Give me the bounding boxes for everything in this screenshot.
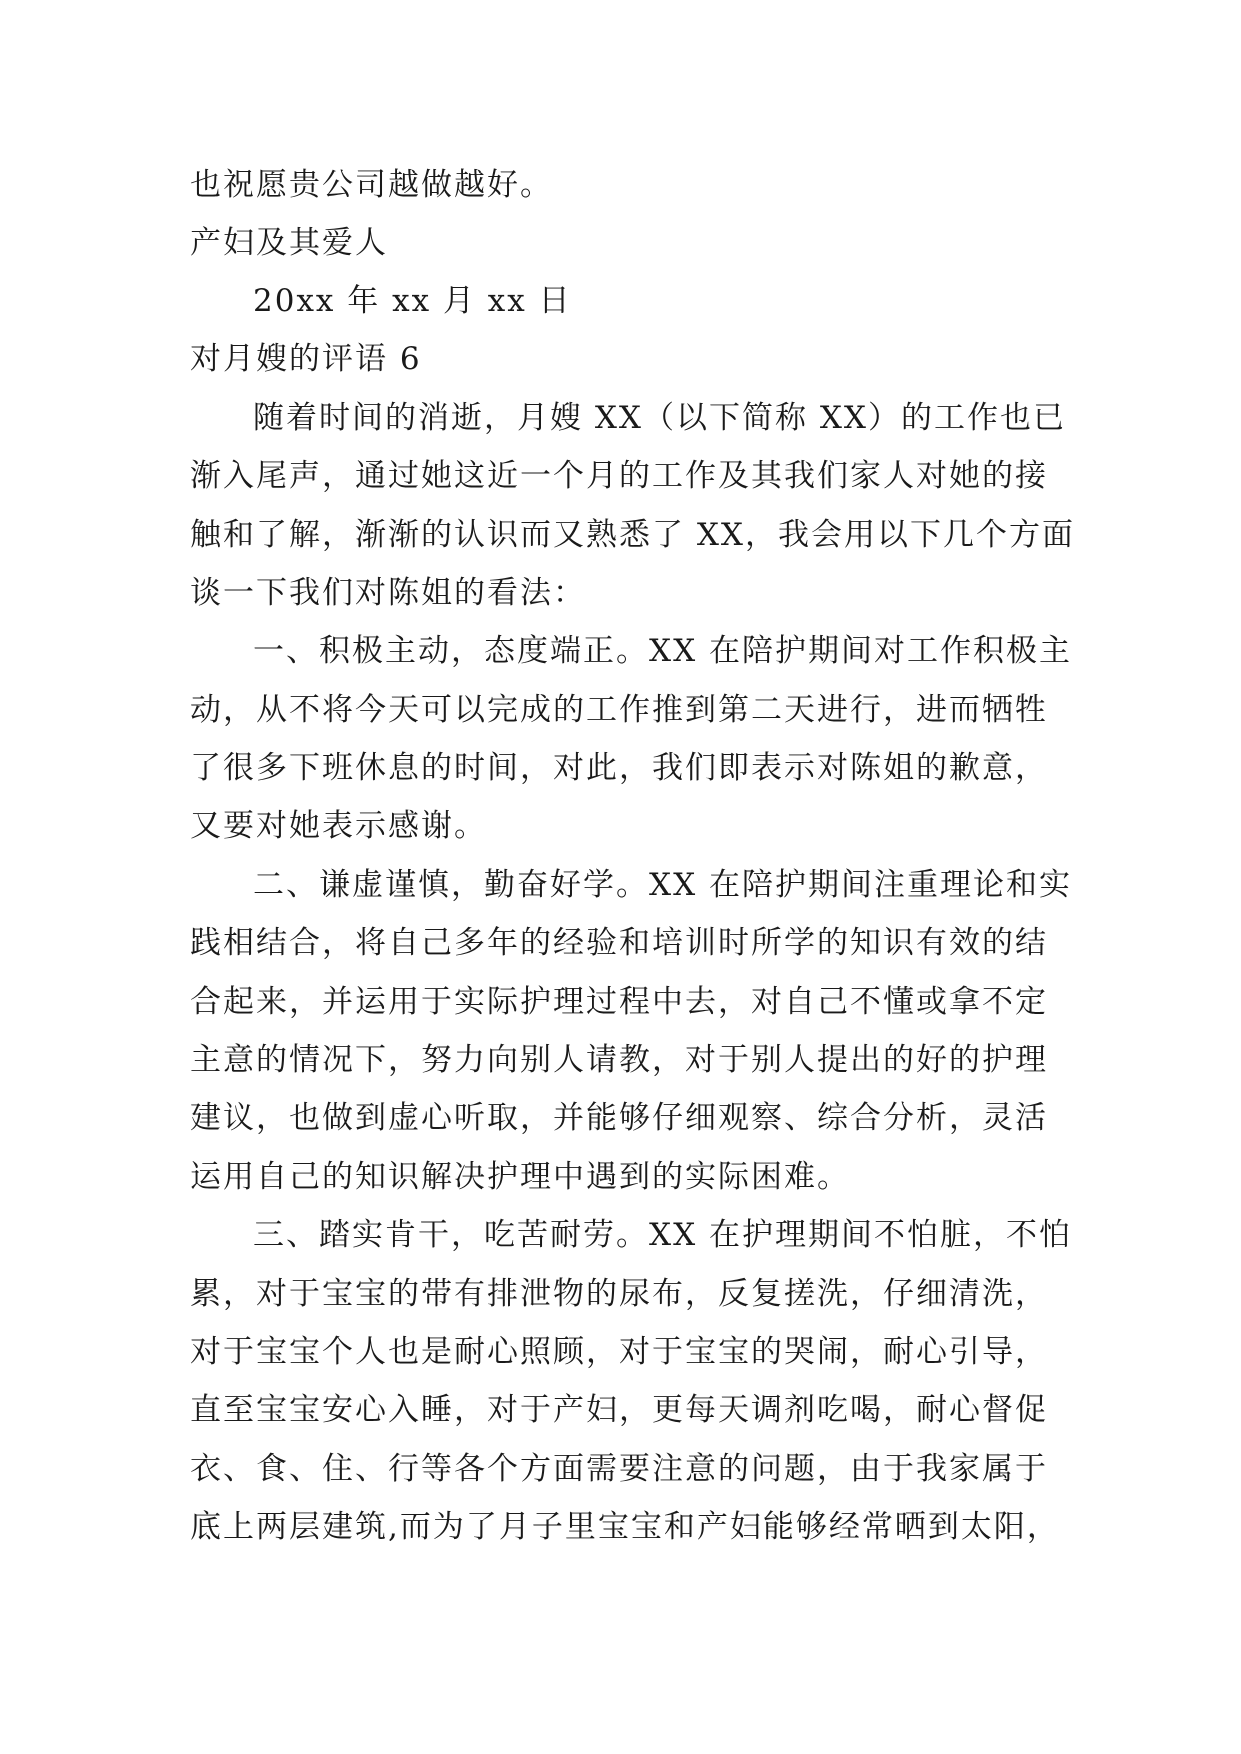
paragraph-line: 践相结合，将自己多年的经验和培训时所学的知识有效的结 xyxy=(190,925,1048,961)
paragraph-line: 底上两层建筑,而为了月子里宝宝和产妇能够经常晒到太阳， xyxy=(190,1509,1060,1545)
paragraph-line: 直至宝宝安心入睡，对于产妇，更每天调剂吃喝，耐心督促 xyxy=(190,1392,1048,1428)
paragraph-line: 运用自己的知识解决护理中遇到的实际困难。 xyxy=(190,1159,850,1195)
paragraph-line: 合起来，并运用于实际护理过程中去，对自己不懂或拿不定 xyxy=(190,984,1048,1020)
paragraph-line: 三、踏实肯干，吃苦耐劳。XX 在护理期间不怕脏，不怕 xyxy=(253,1217,1072,1253)
paragraph-line: 建议，也做到虚心听取，并能够仔细观察、综合分析，灵活 xyxy=(190,1100,1048,1136)
closing-date: 20xx 年 xx 月 xx 日 xyxy=(253,283,572,319)
paragraph-line: 谈一下我们对陈姐的看法： xyxy=(190,575,586,611)
paragraph-line: 累，对于宝宝的带有排泄物的尿布，反复搓洗，仔细清洗， xyxy=(190,1276,1048,1312)
section-title: 对月嫂的评语 6 xyxy=(190,341,422,377)
paragraph-line: 动，从不将今天可以完成的工作推到第二天进行，进而牺牲 xyxy=(190,692,1048,728)
paragraph-line: 二、谦虚谨慎，勤奋好学。XX 在陪护期间注重理论和实 xyxy=(253,867,1072,903)
paragraph-line: 触和了解，渐渐的认识而又熟悉了 XX，我会用以下几个方面 xyxy=(190,517,1075,553)
paragraph-line: 对于宝宝个人也是耐心照顾，对于宝宝的哭闹，耐心引导， xyxy=(190,1334,1048,1370)
paragraph-line: 又要对她表示感谢。 xyxy=(190,808,487,844)
paragraph-line: 一、积极主动，态度端正。XX 在陪护期间对工作积极主 xyxy=(253,633,1072,669)
paragraph-line: 随着时间的消逝，月嫂 XX（以下简称 XX）的工作也已 xyxy=(253,400,1066,436)
paragraph-line: 主意的情况下，努力向别人请教，对于别人提出的好的护理 xyxy=(190,1042,1048,1078)
paragraph-line: 了很多下班休息的时间，对此，我们即表示对陈姐的歉意， xyxy=(190,750,1048,786)
paragraph-line: 渐入尾声，通过她这近一个月的工作及其我们家人对她的接 xyxy=(190,458,1048,494)
paragraph-line: 衣、食、住、行等各个方面需要注意的问题，由于我家属于 xyxy=(190,1451,1048,1487)
closing-wish: 也祝愿贵公司越做越好。 xyxy=(190,167,553,203)
closing-signature: 产妇及其爱人 xyxy=(190,225,388,261)
